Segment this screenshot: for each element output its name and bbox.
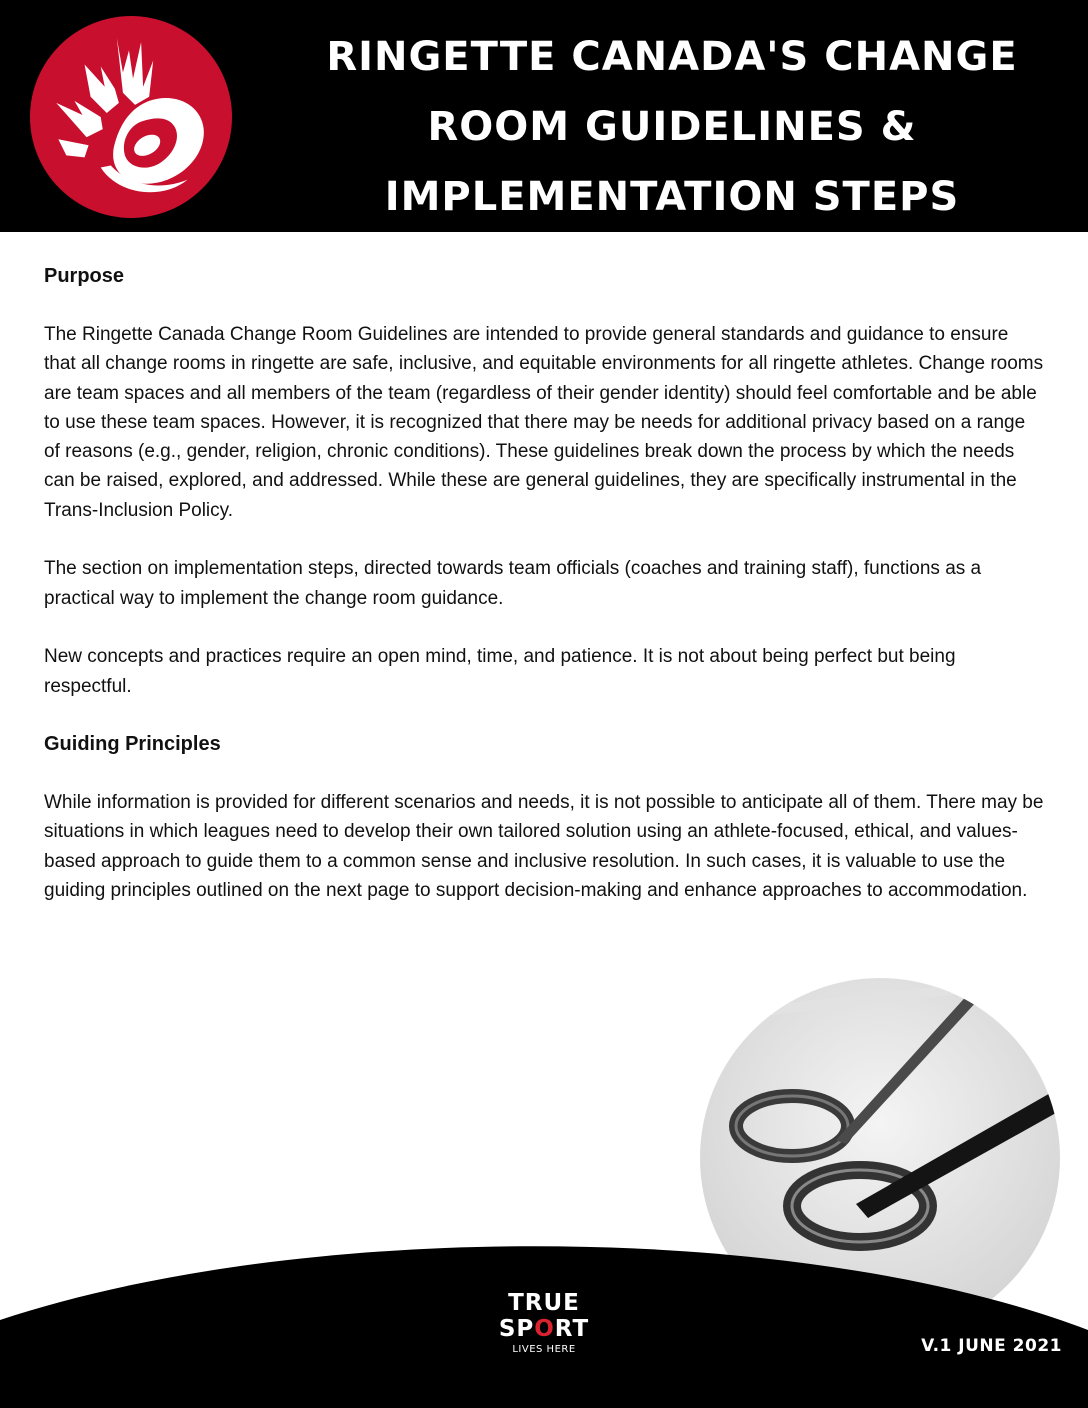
true-sport-tagline: LIVES HERE [512,1344,576,1355]
section-heading-purpose: Purpose [44,265,125,287]
paragraph: The Ringette Canada Change Room Guidelines are intended to provide general standards and guidance to ensure that all change rooms in ringette are safe, inclusive, and equitable environments for all ringette athletes. Change rooms are team spaces and all members of the team (regardless of their gender identity) should feel comfortable and be able to use these team spaces. However, it is recognized that there may be needs for additional privacy based on a range of reasons (e.g., gender, religion, chronic conditions). These guidelines break down the process by which the needs can be raised, explored, and addressed. While these are general guidelines, they are specifically instrumental in the Trans-Inclusion Policy. [44,324,1044,521]
page-header [0,0,1088,232]
ringette-canada-logo-icon [30,16,232,218]
paragraph: New concepts and practices require an open mind, time, and patience. It is not about being perfect but being respectful. [44,646,956,697]
paragraph: While information is provided for different scenarios and needs, it is not possible to anticipate all of them. There may be situations in which leagues need to develop their own tailored solution using an athlete-focused, ethical, and values-based approach to guide them to a common sense and inclusive resolution. In such cases, it is valuable to use the guiding principles outlined on the next page to support decision-making and enhance approaches to accommodation. [44,792,1044,902]
paragraph: The section on implementation steps, directed towards team officials (coaches and training staff), functions as a practical way to implement the change room guidance. [44,558,982,609]
true-sport-logo [488,1290,600,1358]
sport-word: SPORT [498,1316,590,1342]
version-label: V.1 JUNE 2021 [921,1336,1062,1356]
true-sport-word: TRUE [508,1290,580,1316]
section-heading-guiding-principles: Guiding Principles [44,733,221,756]
document-body [44,262,1044,935]
page-title: RINGETTE CANADA'S CHANGE ROOM GUIDELINES & IMPLEMENTATION STEPS [326,34,1018,220]
